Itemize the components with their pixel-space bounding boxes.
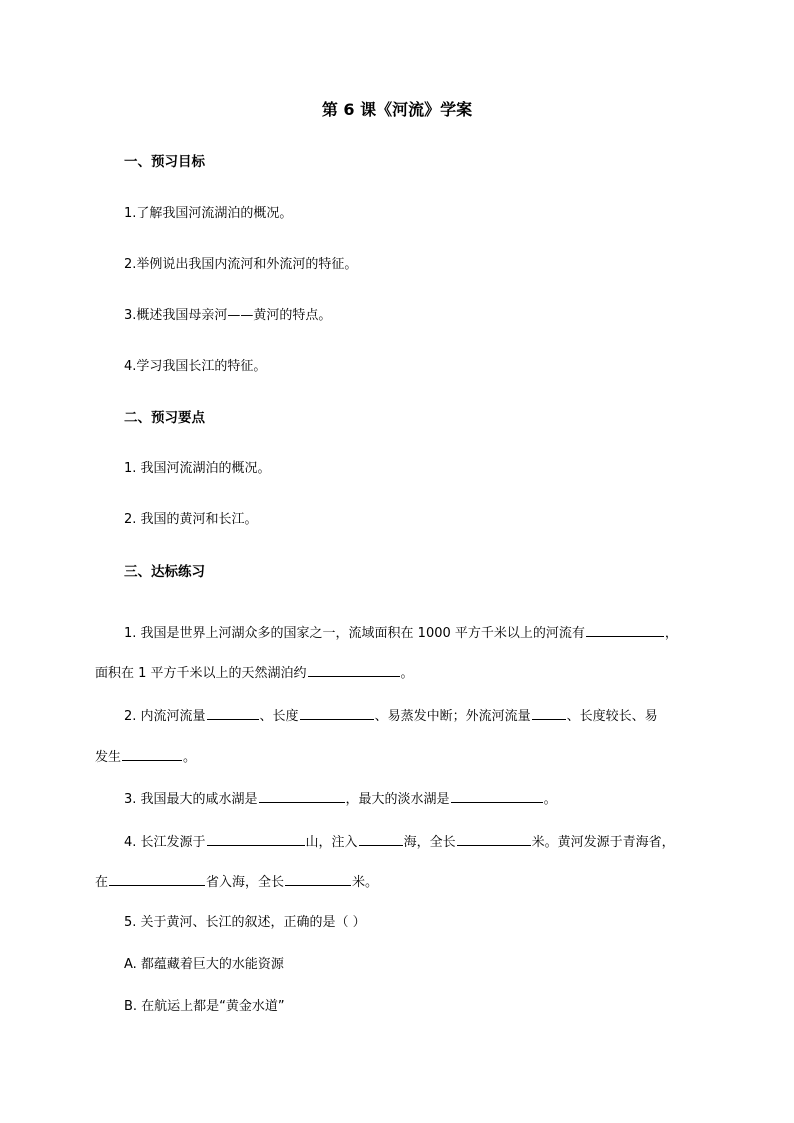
key-point-item: 2. 我国的黄河和长江。 <box>124 512 258 527</box>
question-text: 山，注入 <box>305 835 358 850</box>
answer-blank[interactable] <box>109 871 205 886</box>
answer-blank[interactable] <box>457 831 531 846</box>
answer-blank[interactable] <box>308 662 400 677</box>
goal-item: 2.举例说出我国内流河和外流河的特征。 <box>124 257 358 272</box>
question-text: 面积在 1 平方千米以上的天然湖泊约 <box>95 666 307 681</box>
section-heading-exercises: 三、达标练习 <box>124 564 205 580</box>
choice-option-a[interactable]: A. 都蕴藏着巨大的水能资源 <box>124 957 284 972</box>
question-text: 、易蒸发中断；外流河流量 <box>374 709 531 724</box>
question-text: 、长度较长、易 <box>566 709 658 724</box>
answer-blank[interactable] <box>300 705 374 720</box>
question-text: 。 <box>183 750 197 765</box>
question-text: 海，全长 <box>403 835 456 850</box>
question-text: 在 <box>95 875 109 890</box>
question-text: 米。黄河发源于青海省， <box>531 835 675 850</box>
goal-item: 4.学习我国长江的特征。 <box>124 359 267 374</box>
question-text: 1. 我国是世界上河湖众多的国家之一，流域面积在 1000 平方千米以上的河流有 <box>124 626 585 641</box>
key-point-item: 1. 我国河流湖泊的概况。 <box>124 461 271 476</box>
question-text: ， <box>664 626 678 641</box>
question-text: 3. 我国最大的咸水湖是 <box>124 792 258 807</box>
question-5-stem: 5. 关于黄河、长江的叙述，正确的是（ ） <box>124 915 366 930</box>
question-text: 、长度 <box>259 709 299 724</box>
choice-option-b[interactable]: B. 在航运上都是“黄金水道” <box>124 999 285 1014</box>
question-text: ，最大的淡水湖是 <box>345 792 450 807</box>
goal-item: 1.了解我国河流湖泊的概况。 <box>124 206 293 221</box>
question-text: 。 <box>400 666 414 681</box>
answer-blank[interactable] <box>451 788 543 803</box>
answer-blank[interactable] <box>122 746 182 761</box>
goal-item: 3.概述我国母亲河——黄河的特点。 <box>124 308 332 323</box>
question-4-line-2 <box>95 871 378 893</box>
question-1-line-2 <box>95 662 414 684</box>
question-text: 4. 长江发源于 <box>124 835 206 850</box>
answer-blank[interactable] <box>207 705 259 720</box>
question-2-line-1 <box>124 705 658 727</box>
section-heading-preview-goals: 一、预习目标 <box>124 154 205 170</box>
answer-blank[interactable] <box>285 871 351 886</box>
question-text: 发生 <box>95 750 122 765</box>
answer-blank[interactable] <box>359 831 403 846</box>
question-2-line-2 <box>95 746 196 768</box>
section-heading-key-points: 二、预习要点 <box>124 410 205 426</box>
document-title: 第 6 课《河流》学案 <box>321 100 473 119</box>
question-text: 。 <box>543 792 557 807</box>
answer-blank[interactable] <box>586 622 664 637</box>
question-4-line-1 <box>124 831 675 853</box>
question-text: 2. 内流河流量 <box>124 709 206 724</box>
question-3 <box>124 788 557 810</box>
answer-blank[interactable] <box>207 831 305 846</box>
question-text: 省入海，全长 <box>206 875 285 890</box>
answer-blank[interactable] <box>259 788 345 803</box>
question-text: 米。 <box>352 875 379 890</box>
answer-blank[interactable] <box>532 705 566 720</box>
question-1-line-1 <box>124 622 678 644</box>
